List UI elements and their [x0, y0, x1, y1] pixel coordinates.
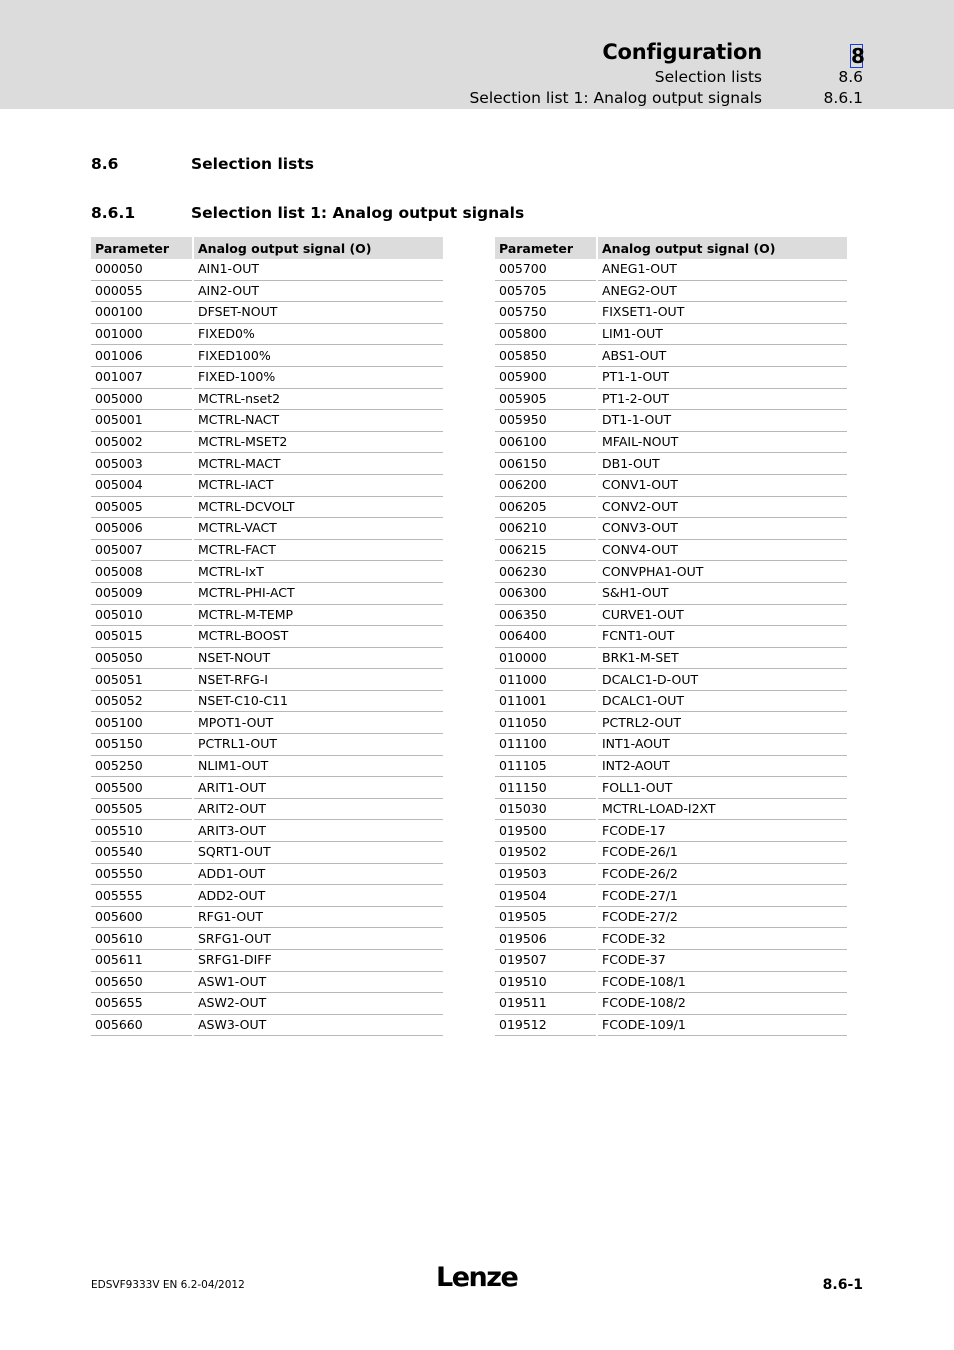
table-row	[495, 431, 847, 453]
parameter-cell: 005611	[91, 950, 193, 972]
parameter-cell: 005550	[91, 863, 193, 885]
table-row	[495, 582, 847, 604]
table-row	[91, 842, 443, 864]
parameter-cell: 000050	[91, 259, 193, 280]
parameter-cell: 005051	[91, 669, 193, 691]
signal-cell: CONV3-OUT	[597, 518, 847, 540]
table-row	[495, 539, 847, 561]
parameter-cell: 005015	[91, 626, 193, 648]
parameter-cell: 006200	[495, 474, 597, 496]
table-row	[91, 777, 443, 799]
column-header-signal: Analog output signal (O)	[193, 237, 443, 259]
signal-cell: ARIT3-OUT	[193, 820, 443, 842]
signal-cell: FCODE-108/2	[597, 993, 847, 1015]
page-title: Configuration	[602, 40, 762, 64]
parameter-cell: 005050	[91, 647, 193, 669]
signal-cell: ASW1-OUT	[193, 971, 443, 993]
table-row	[495, 647, 847, 669]
table-row	[91, 366, 443, 388]
signal-cell: AIN1-OUT	[193, 259, 443, 280]
parameter-cell: 001000	[91, 323, 193, 345]
signal-cell: ABS1-OUT	[597, 345, 847, 367]
signal-cell: DCALC1-OUT	[597, 690, 847, 712]
table-header-row	[91, 237, 443, 259]
table-row	[495, 561, 847, 583]
table-row	[495, 842, 847, 864]
signal-cell: FCODE-32	[597, 928, 847, 950]
parameter-cell: 006400	[495, 626, 597, 648]
signal-cell: ARIT1-OUT	[193, 777, 443, 799]
signal-cell: ANEG2-OUT	[597, 280, 847, 302]
table-row	[495, 734, 847, 756]
signal-cell: MCTRL-DCVOLT	[193, 496, 443, 518]
table-row	[91, 259, 443, 280]
table-row	[91, 345, 443, 367]
table-row	[91, 647, 443, 669]
table-row	[495, 690, 847, 712]
signal-cell: DB1-OUT	[597, 453, 847, 475]
table-row	[91, 669, 443, 691]
table-row	[495, 755, 847, 777]
parameter-cell: 000100	[91, 302, 193, 324]
parameter-cell: 005950	[495, 410, 597, 432]
signal-cell: SRFG1-DIFF	[193, 950, 443, 972]
selection-table-right	[495, 237, 847, 1036]
parameter-cell: 006205	[495, 496, 597, 518]
table-row	[495, 453, 847, 475]
parameter-cell: 006215	[495, 539, 597, 561]
parameter-cell: 005700	[495, 259, 597, 280]
parameter-cell: 005009	[91, 582, 193, 604]
parameter-cell: 005006	[91, 518, 193, 540]
table-row	[91, 582, 443, 604]
signal-cell: ANEG1-OUT	[597, 259, 847, 280]
table-row	[495, 366, 847, 388]
table-row	[495, 798, 847, 820]
table-row	[91, 971, 443, 993]
table-row	[495, 993, 847, 1015]
table-row	[91, 431, 443, 453]
table-row	[91, 906, 443, 928]
table-row	[495, 950, 847, 972]
column-header-signal: Analog output signal (O)	[597, 237, 847, 259]
signal-cell: FCNT1-OUT	[597, 626, 847, 648]
parameter-cell: 005510	[91, 820, 193, 842]
table-row	[91, 518, 443, 540]
parameter-cell: 005600	[91, 906, 193, 928]
page-number: 8.6-1	[822, 1277, 863, 1293]
signal-cell: S&H1-OUT	[597, 582, 847, 604]
header-subsection-number: 8.6.1	[823, 89, 863, 107]
parameter-cell: 019511	[495, 993, 597, 1015]
parameter-cell: 005005	[91, 496, 193, 518]
parameter-cell: 005540	[91, 842, 193, 864]
signal-cell: NSET-NOUT	[193, 647, 443, 669]
parameter-cell: 015030	[495, 798, 597, 820]
parameter-cell: 005655	[91, 993, 193, 1015]
parameter-cell: 006230	[495, 561, 597, 583]
parameter-cell: 000055	[91, 280, 193, 302]
signal-cell: FCODE-26/2	[597, 863, 847, 885]
parameter-cell: 011050	[495, 712, 597, 734]
signal-cell: CONV4-OUT	[597, 539, 847, 561]
parameter-cell: 019505	[495, 906, 597, 928]
header-subsection-title: Selection list 1: Analog output signals	[469, 89, 762, 107]
signal-cell: FIXED100%	[193, 345, 443, 367]
signal-cell: FIXED0%	[193, 323, 443, 345]
table-row	[495, 259, 847, 280]
signal-cell: FCODE-37	[597, 950, 847, 972]
document-id: EDSVF9333V EN 6.2-04/2012	[91, 1279, 245, 1291]
table-row	[91, 496, 443, 518]
subsection-number: 8.6.1	[91, 204, 136, 222]
column-header-parameter: Parameter	[91, 237, 193, 259]
signal-cell: PCTRL2-OUT	[597, 712, 847, 734]
subsection-title: Selection list 1: Analog output signals	[191, 204, 525, 222]
parameter-cell: 005650	[91, 971, 193, 993]
table-row	[495, 496, 847, 518]
parameter-cell: 005505	[91, 798, 193, 820]
section-number: 8.6	[91, 155, 119, 173]
parameter-cell: 005000	[91, 388, 193, 410]
table-row	[91, 993, 443, 1015]
table-row	[495, 669, 847, 691]
parameter-cell: 019502	[495, 842, 597, 864]
signal-cell: RFG1-OUT	[193, 906, 443, 928]
table-row	[495, 820, 847, 842]
signal-cell: MCTRL-IxT	[193, 561, 443, 583]
table-row	[495, 518, 847, 540]
parameter-cell: 019506	[495, 928, 597, 950]
signal-cell: MFAIL-NOUT	[597, 431, 847, 453]
parameter-cell: 019500	[495, 820, 597, 842]
signal-cell: ASW2-OUT	[193, 993, 443, 1015]
parameter-cell: 006210	[495, 518, 597, 540]
signal-cell: FCODE-109/1	[597, 1014, 847, 1036]
column-header-parameter: Parameter	[495, 237, 597, 259]
signal-cell: MCTRL-nset2	[193, 388, 443, 410]
parameter-cell: 011001	[495, 690, 597, 712]
signal-cell: MCTRL-NACT	[193, 410, 443, 432]
signal-cell: CONV2-OUT	[597, 496, 847, 518]
parameter-cell: 005004	[91, 474, 193, 496]
parameter-cell: 005008	[91, 561, 193, 583]
parameter-cell: 005660	[91, 1014, 193, 1036]
signal-cell: NSET-RFG-I	[193, 669, 443, 691]
table-row	[495, 474, 847, 496]
parameter-cell: 019510	[495, 971, 597, 993]
table-row	[91, 302, 443, 324]
table-row	[91, 561, 443, 583]
table-row	[91, 885, 443, 907]
parameter-cell: 005250	[91, 755, 193, 777]
table-row	[91, 280, 443, 302]
table-row	[91, 604, 443, 626]
signal-cell: MCTRL-MACT	[193, 453, 443, 475]
parameter-cell: 010000	[495, 647, 597, 669]
header-section-number: 8.6	[838, 68, 863, 86]
signal-cell: FCODE-27/1	[597, 885, 847, 907]
chapter-number[interactable]: 8	[851, 44, 865, 68]
signal-cell: ASW3-OUT	[193, 1014, 443, 1036]
signal-cell: MCTRL-M-TEMP	[193, 604, 443, 626]
table-row	[91, 474, 443, 496]
table-row	[91, 734, 443, 756]
parameter-cell: 005003	[91, 453, 193, 475]
table-row	[91, 755, 443, 777]
table-row	[495, 604, 847, 626]
table-header-row	[495, 237, 847, 259]
table-row	[495, 906, 847, 928]
signal-cell: ADD2-OUT	[193, 885, 443, 907]
signal-cell: BRK1-M-SET	[597, 647, 847, 669]
parameter-cell: 011105	[495, 755, 597, 777]
table-row	[91, 690, 443, 712]
signal-cell: LIM1-OUT	[597, 323, 847, 345]
parameter-cell: 005001	[91, 410, 193, 432]
table-row	[495, 280, 847, 302]
parameter-cell: 005705	[495, 280, 597, 302]
parameter-cell: 005900	[495, 366, 597, 388]
table-row	[495, 928, 847, 950]
signal-cell: DFSET-NOUT	[193, 302, 443, 324]
signal-cell: FCODE-108/1	[597, 971, 847, 993]
table-row	[91, 453, 443, 475]
signal-cell: FCODE-27/2	[597, 906, 847, 928]
parameter-cell: 005002	[91, 431, 193, 453]
parameter-cell: 019503	[495, 863, 597, 885]
table-row	[91, 1014, 443, 1036]
signal-cell: MCTRL-PHI-ACT	[193, 582, 443, 604]
signal-cell: MCTRL-LOAD-I2XT	[597, 798, 847, 820]
table-row	[495, 777, 847, 799]
parameter-cell: 005610	[91, 928, 193, 950]
table-row	[91, 950, 443, 972]
table-row	[91, 863, 443, 885]
header-section-title: Selection lists	[654, 68, 762, 86]
parameter-cell: 006100	[495, 431, 597, 453]
parameter-cell: 005850	[495, 345, 597, 367]
table-row	[91, 388, 443, 410]
signal-cell: NSET-C10-C11	[193, 690, 443, 712]
signal-cell: DT1-1-OUT	[597, 410, 847, 432]
signal-cell: MCTRL-MSET2	[193, 431, 443, 453]
table-row	[495, 863, 847, 885]
signal-cell: MCTRL-IACT	[193, 474, 443, 496]
parameter-cell: 005555	[91, 885, 193, 907]
table-row	[91, 928, 443, 950]
parameter-cell: 019507	[495, 950, 597, 972]
parameter-cell: 001006	[91, 345, 193, 367]
parameter-cell: 006150	[495, 453, 597, 475]
table-row	[495, 388, 847, 410]
signal-cell: ARIT2-OUT	[193, 798, 443, 820]
parameter-cell: 005052	[91, 690, 193, 712]
table-row	[495, 410, 847, 432]
parameter-cell: 019512	[495, 1014, 597, 1036]
table-row	[495, 1014, 847, 1036]
signal-cell: CONVPHA1-OUT	[597, 561, 847, 583]
parameter-cell: 011150	[495, 777, 597, 799]
selection-table-left	[91, 237, 443, 1036]
parameter-cell: 005800	[495, 323, 597, 345]
signal-cell: MCTRL-VACT	[193, 518, 443, 540]
section-title: Selection lists	[191, 155, 314, 173]
signal-cell: PCTRL1-OUT	[193, 734, 443, 756]
table-row	[495, 302, 847, 324]
signal-cell: ADD1-OUT	[193, 863, 443, 885]
table-row	[91, 539, 443, 561]
table-row	[91, 820, 443, 842]
parameter-cell: 011000	[495, 669, 597, 691]
signal-cell: NLIM1-OUT	[193, 755, 443, 777]
signal-cell: MCTRL-FACT	[193, 539, 443, 561]
parameter-cell: 001007	[91, 366, 193, 388]
table-row	[91, 712, 443, 734]
signal-cell: SQRT1-OUT	[193, 842, 443, 864]
parameter-cell: 005750	[495, 302, 597, 324]
table-row	[495, 323, 847, 345]
parameter-cell: 006300	[495, 582, 597, 604]
signal-cell: AIN2-OUT	[193, 280, 443, 302]
parameter-cell: 006350	[495, 604, 597, 626]
signal-cell: CONV1-OUT	[597, 474, 847, 496]
parameter-cell: 005905	[495, 388, 597, 410]
signal-cell: FCODE-26/1	[597, 842, 847, 864]
signal-cell: SRFG1-OUT	[193, 928, 443, 950]
signal-cell: FIXED-100%	[193, 366, 443, 388]
parameter-cell: 011100	[495, 734, 597, 756]
parameter-cell: 005007	[91, 539, 193, 561]
parameter-cell: 019504	[495, 885, 597, 907]
table-row	[91, 323, 443, 345]
signal-cell: PT1-2-OUT	[597, 388, 847, 410]
signal-cell: FOLL1-OUT	[597, 777, 847, 799]
table-row	[495, 345, 847, 367]
parameter-cell: 005500	[91, 777, 193, 799]
signal-cell: CURVE1-OUT	[597, 604, 847, 626]
table-row	[91, 626, 443, 648]
parameter-cell: 005150	[91, 734, 193, 756]
table-row	[91, 798, 443, 820]
signal-cell: FIXSET1-OUT	[597, 302, 847, 324]
signal-cell: MCTRL-BOOST	[193, 626, 443, 648]
signal-cell: MPOT1-OUT	[193, 712, 443, 734]
parameter-cell: 005010	[91, 604, 193, 626]
table-row	[495, 885, 847, 907]
signal-cell: INT2-AOUT	[597, 755, 847, 777]
table-row	[495, 971, 847, 993]
table-row	[495, 712, 847, 734]
parameter-cell: 005100	[91, 712, 193, 734]
signal-cell: FCODE-17	[597, 820, 847, 842]
table-row	[495, 626, 847, 648]
lenze-logo: Lenze	[436, 1262, 518, 1293]
signal-cell: PT1-1-OUT	[597, 366, 847, 388]
signal-cell: DCALC1-D-OUT	[597, 669, 847, 691]
table-row	[91, 410, 443, 432]
signal-cell: INT1-AOUT	[597, 734, 847, 756]
